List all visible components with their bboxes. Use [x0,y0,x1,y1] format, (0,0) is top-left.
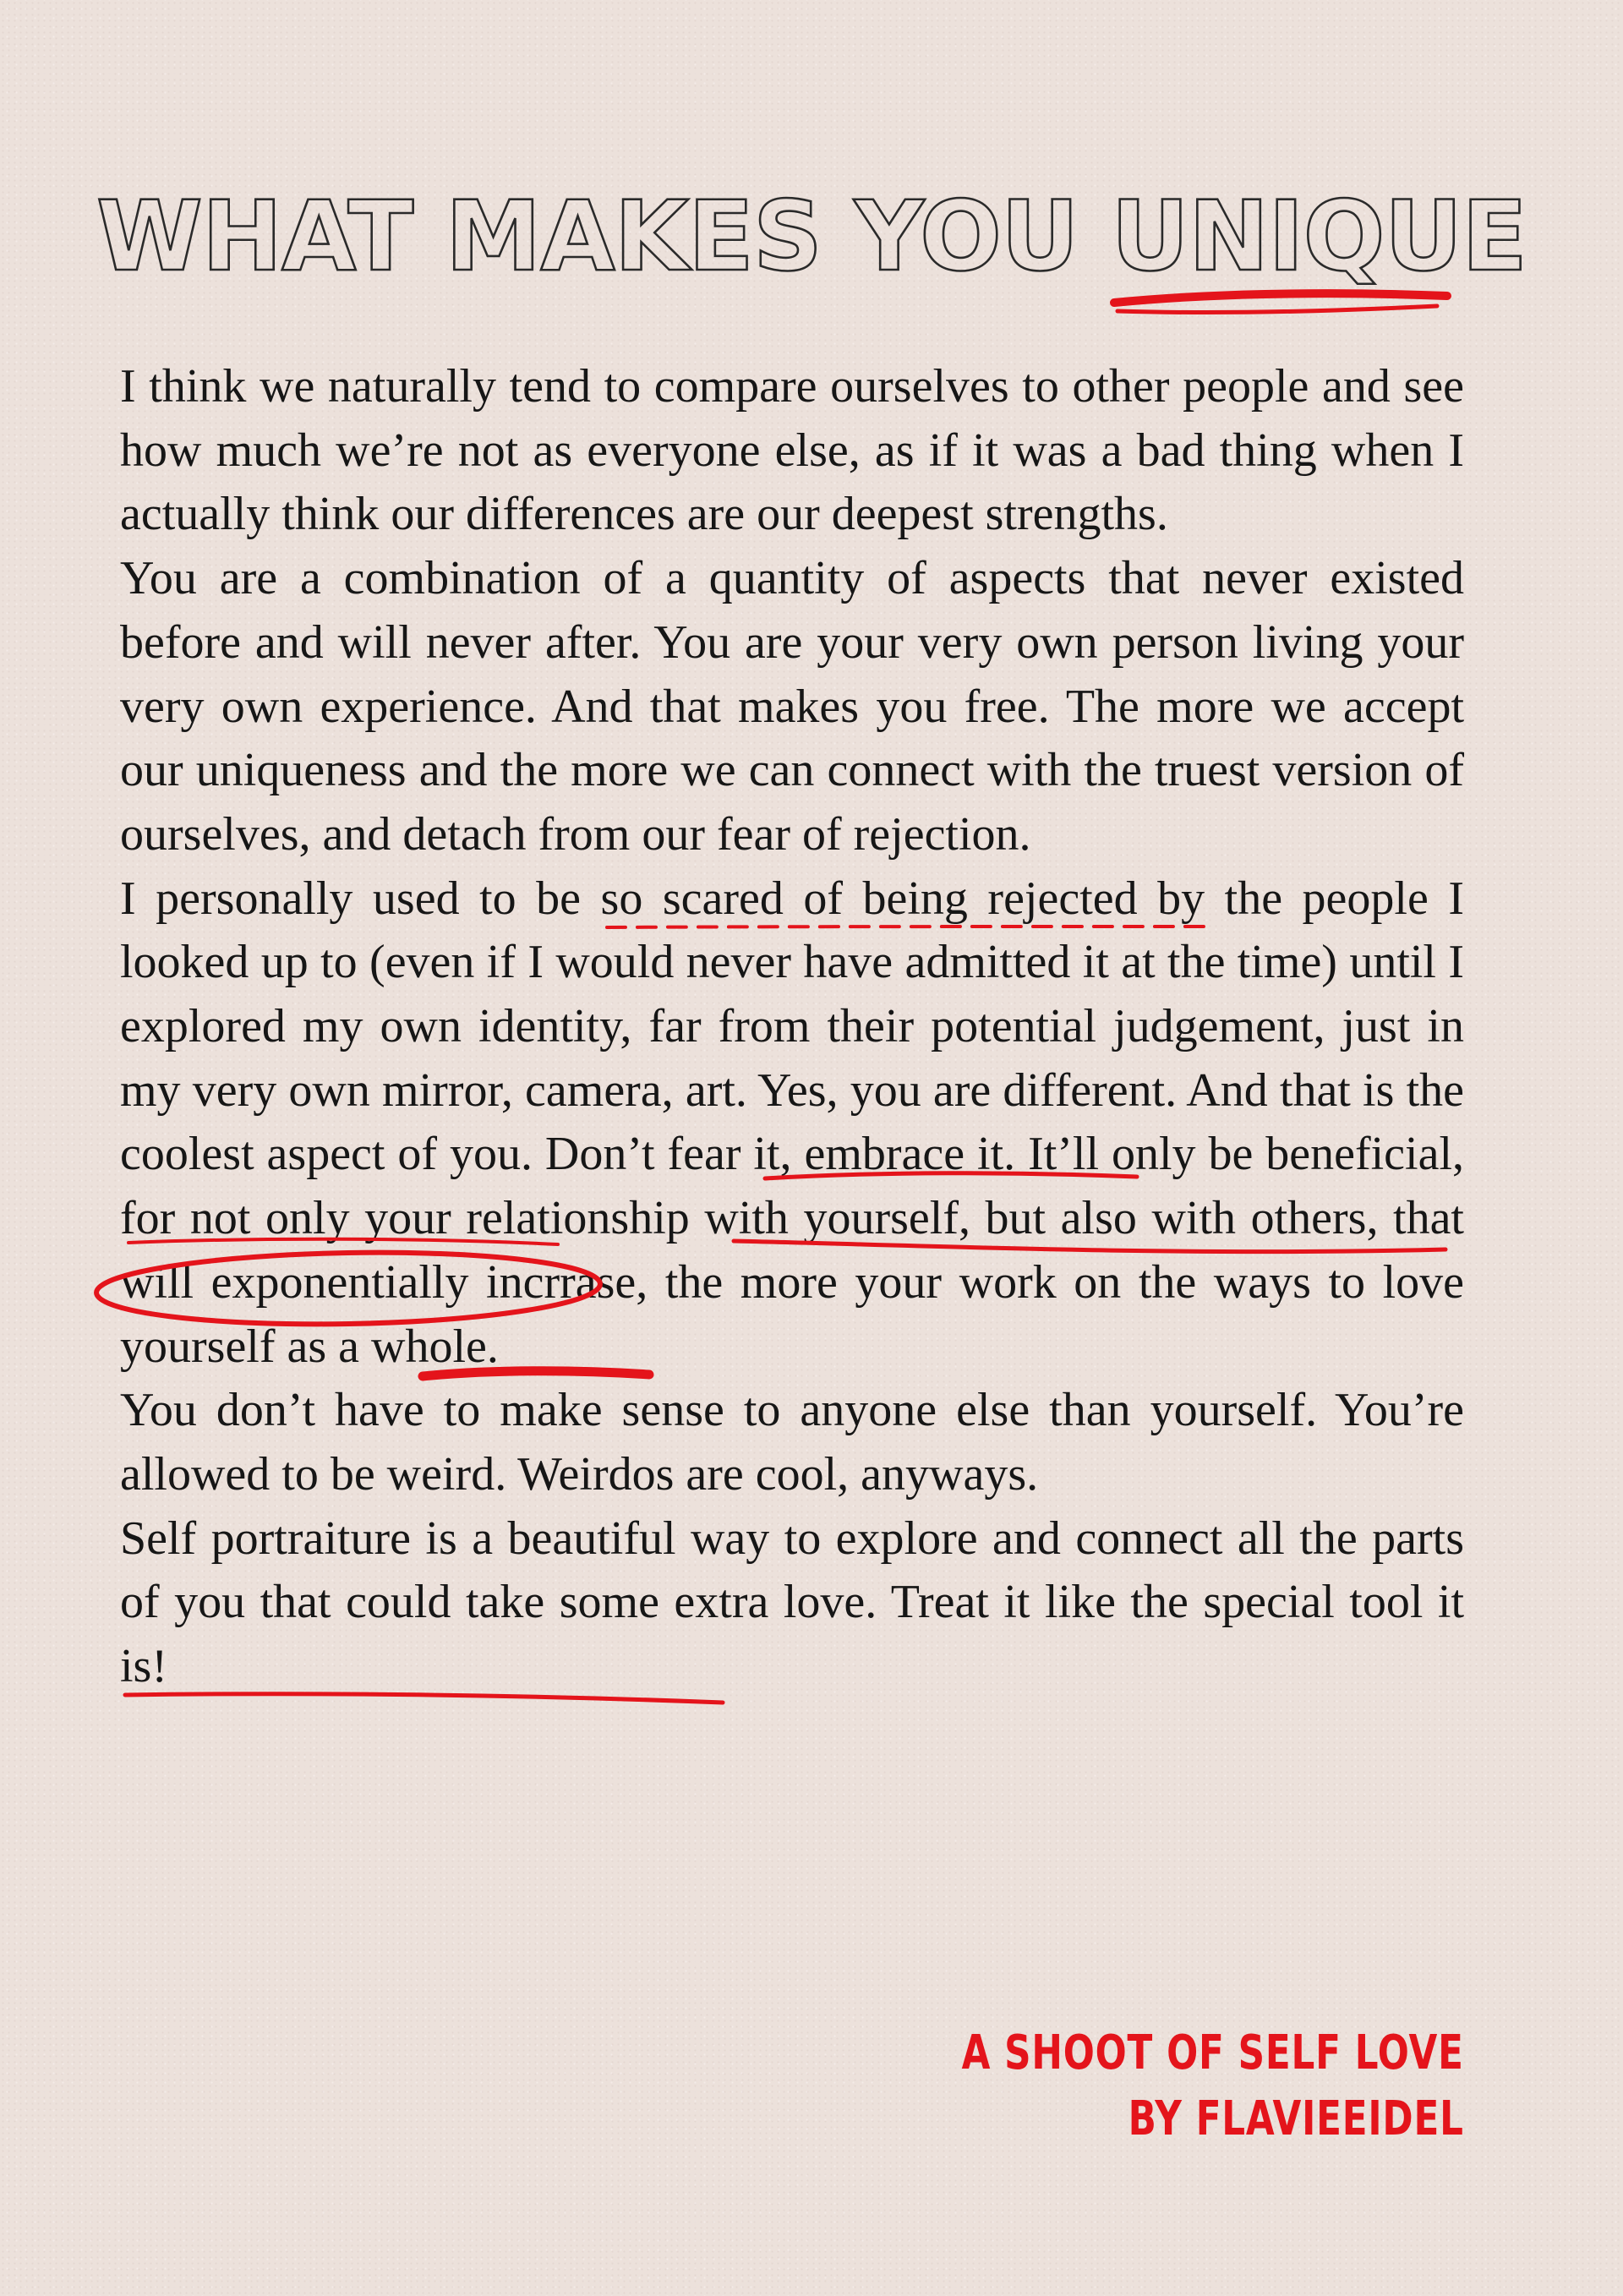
paragraph-5: Self portraiture is a beautiful way to explore and connect all the parts of you that could take some extra love. Treat it like the special tool it is! [120,1512,1464,1693]
credit-line-1: A SHOOT OF SELF LOVE [961,2025,1464,2080]
credit-block [962,2020,1464,2152]
title-highlight-word: UNIQUE [1111,180,1527,292]
title-prefix: WHAT MAKES YOU [96,180,1112,292]
paragraph-3: I personally used to be so scared of being rejected by the people I looked up to (even if I would never have admitted it at the time) until I explored my own identity, far from their potential judgement, just in my very own mirror, camera, art. Yes, you are different. And that is the coolest aspect of you. Don’t fear it, embrace it. It’ll only be beneficial, for not only your relationship with yourself, but also with others, that will exponentially incrrase, the more your work on the ways to love yourself as a whole. [120,872,1464,1373]
title-underline-mark-2 [1118,306,1437,313]
paragraph-2: You are a combination of a quantity of aspects that never existed before and will never after. You are your very own person living your very own experience. And that makes you free. The more we accept our uniqueness and the more we can connect with the truest version of ourselves, and detach from our fear of rejection. [120,552,1464,861]
page-title [0,178,1623,296]
paragraph-4: You don’t have to make sense to anyone else than yourself. You’re allowed to be weird. Weirdos are cool, anyways. [120,1384,1464,1501]
credit-line-2: BY FLAVIEEIDEL [1128,2091,1464,2146]
body-text [120,355,1464,1699]
paragraph-1: I think we naturally tend to compare ourselves to other people and see how much we’re not as everyone else, as if it was a bad thing when I actually think our differences are our deepest strengths. [120,360,1464,541]
